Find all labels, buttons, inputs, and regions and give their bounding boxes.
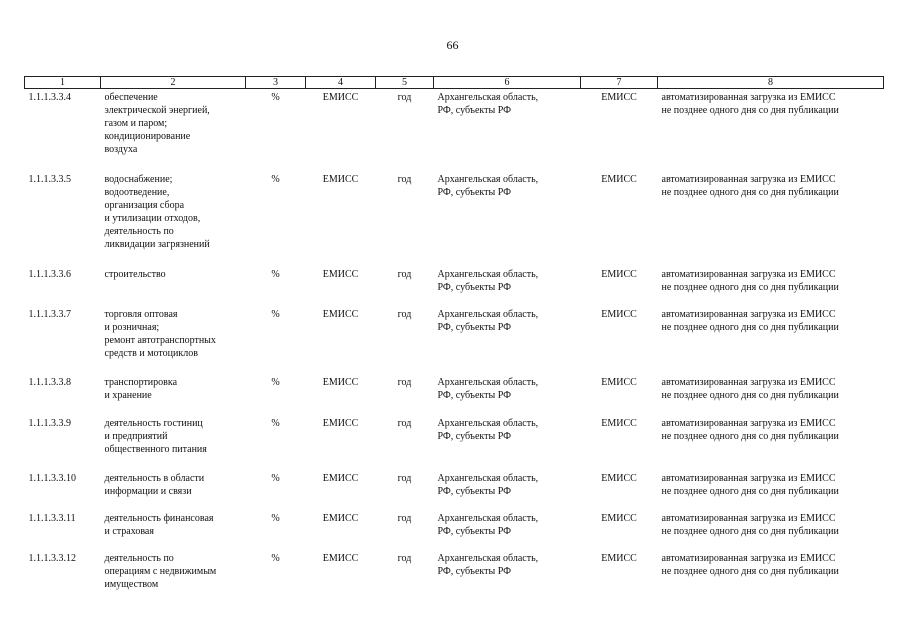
source2-cell: ЕМИСС [601,268,637,280]
method-cell: автоматизированная загрузка из ЕМИСС не позднее одного дня со дня публикации [661,92,839,116]
region-cell: Архангельская область, РФ, субъекты РФ [437,512,539,537]
column-header: 6 [434,77,581,89]
period-cell: год [397,472,412,484]
indicator-name: водоснабжение; водоотведение, организация сбора и утилизации отходов, деятельность по ликвидации загрязнений [104,173,210,250]
source2-cell: ЕМИСС [601,92,637,103]
period-cell: год [397,552,412,564]
table-row [25,510,884,550]
method-cell: автоматизированная загрузка из ЕМИСС не позднее одного дня со дня публикации [661,472,839,497]
source-cell: ЕМИСС [322,376,359,388]
table-row [25,306,884,374]
unit-cell: % [271,552,280,564]
indicator-name: деятельность в области информации и связи [104,472,205,497]
source-cell: ЕМИСС [322,552,359,564]
period-cell: год [397,417,412,429]
source-cell: ЕМИСС [322,417,359,429]
source-cell: ЕМИСС [322,173,359,185]
indicator-code: 1.1.1.3.3.4 [28,92,71,103]
unit-cell: % [271,512,280,524]
method-cell: автоматизированная загрузка из ЕМИСС не позднее одного дня со дня публикации [661,308,839,333]
column-header: 5 [376,77,434,89]
indicator-name: торговля оптовая и розничная; ремонт автотранспортных средств и мотоциклов [104,308,216,359]
table-row [25,470,884,510]
source-cell: ЕМИСС [322,472,359,484]
region-cell: Архангельская область, РФ, субъекты РФ [437,173,539,198]
method-cell: автоматизированная загрузка из ЕМИСС не позднее одного дня со дня публикации [661,173,839,198]
unit-cell: % [271,308,280,320]
table-row [25,266,884,306]
region-cell: Архангельская область, РФ, субъекты РФ [437,92,539,116]
method-cell: автоматизированная загрузка из ЕМИСС не позднее одного дня со дня публикации [661,376,839,401]
table-row [25,550,884,598]
column-header: 2 [101,77,246,89]
table-row [25,374,884,415]
source-cell: ЕМИСС [322,92,359,103]
region-cell: Архангельская область, РФ, субъекты РФ [437,472,539,497]
table-row [25,415,884,470]
method-cell: автоматизированная загрузка из ЕМИСС не позднее одного дня со дня публикации [661,552,839,577]
region-cell: Архангельская область, РФ, субъекты РФ [437,376,539,401]
unit-cell: % [271,417,280,429]
page-number: 66 [446,38,459,52]
region-cell: Архангельская область, РФ, субъекты РФ [437,308,539,333]
column-header: 8 [658,77,884,89]
indicator-code: 1.1.1.3.3.11 [28,512,76,524]
indicator-name: транспортировка и хранение [104,376,178,401]
indicator-code: 1.1.1.3.3.10 [28,472,76,484]
indicator-code: 1.1.1.3.3.5 [28,173,71,185]
table-row [25,171,884,266]
period-cell: год [397,512,412,524]
source-cell: ЕМИСС [322,308,359,320]
unit-cell: % [271,376,280,388]
unit-cell: % [271,173,280,185]
column-header: 7 [581,77,658,89]
indicator-name: деятельность финансовая и страховая [104,512,214,537]
period-cell: год [397,376,412,388]
source2-cell: ЕМИСС [601,552,637,564]
unit-cell: % [271,472,280,484]
source2-cell: ЕМИСС [601,173,637,185]
column-header: 3 [246,77,306,89]
indicator-code: 1.1.1.3.3.6 [28,268,71,280]
region-cell: Архангельская область, РФ, субъекты РФ [437,552,539,577]
indicator-name: деятельность гостиниц и предприятий общественного питания [104,417,207,455]
source2-cell: ЕМИСС [601,472,637,484]
source-cell: ЕМИСС [322,268,359,280]
indicator-code: 1.1.1.3.3.9 [28,417,71,429]
table-header-row [25,77,884,89]
source-cell: ЕМИСС [322,512,359,524]
table-row [25,89,884,171]
method-cell: автоматизированная загрузка из ЕМИСС не позднее одного дня со дня публикации [661,512,839,537]
region-cell: Архангельская область, РФ, субъекты РФ [437,268,539,293]
region-cell: Архангельская область, РФ, субъекты РФ [437,417,539,442]
indicators-table [24,76,884,598]
indicator-code: 1.1.1.3.3.12 [28,552,76,564]
column-header: 4 [306,77,376,89]
indicator-name: обеспечение электрической энергией, газом и паром; кондиционирование воздуха [104,92,210,155]
period-cell: год [397,92,412,103]
indicator-code: 1.1.1.3.3.7 [28,308,71,320]
unit-cell: % [271,268,280,280]
source2-cell: ЕМИСС [601,512,637,524]
column-header: 1 [25,77,101,89]
period-cell: год [397,173,412,185]
indicator-name: строительство [104,268,166,280]
indicator-code: 1.1.1.3.3.8 [28,376,71,388]
period-cell: год [397,268,412,280]
source2-cell: ЕМИСС [601,308,637,320]
source2-cell: ЕМИСС [601,376,637,388]
period-cell: год [397,308,412,320]
source2-cell: ЕМИСС [601,417,637,429]
indicator-name: деятельность по операциям с недвижимым имуществом [104,552,217,590]
method-cell: автоматизированная загрузка из ЕМИСС не позднее одного дня со дня публикации [661,268,839,293]
unit-cell: % [271,92,280,103]
method-cell: автоматизированная загрузка из ЕМИСС не позднее одного дня со дня публикации [661,417,839,442]
